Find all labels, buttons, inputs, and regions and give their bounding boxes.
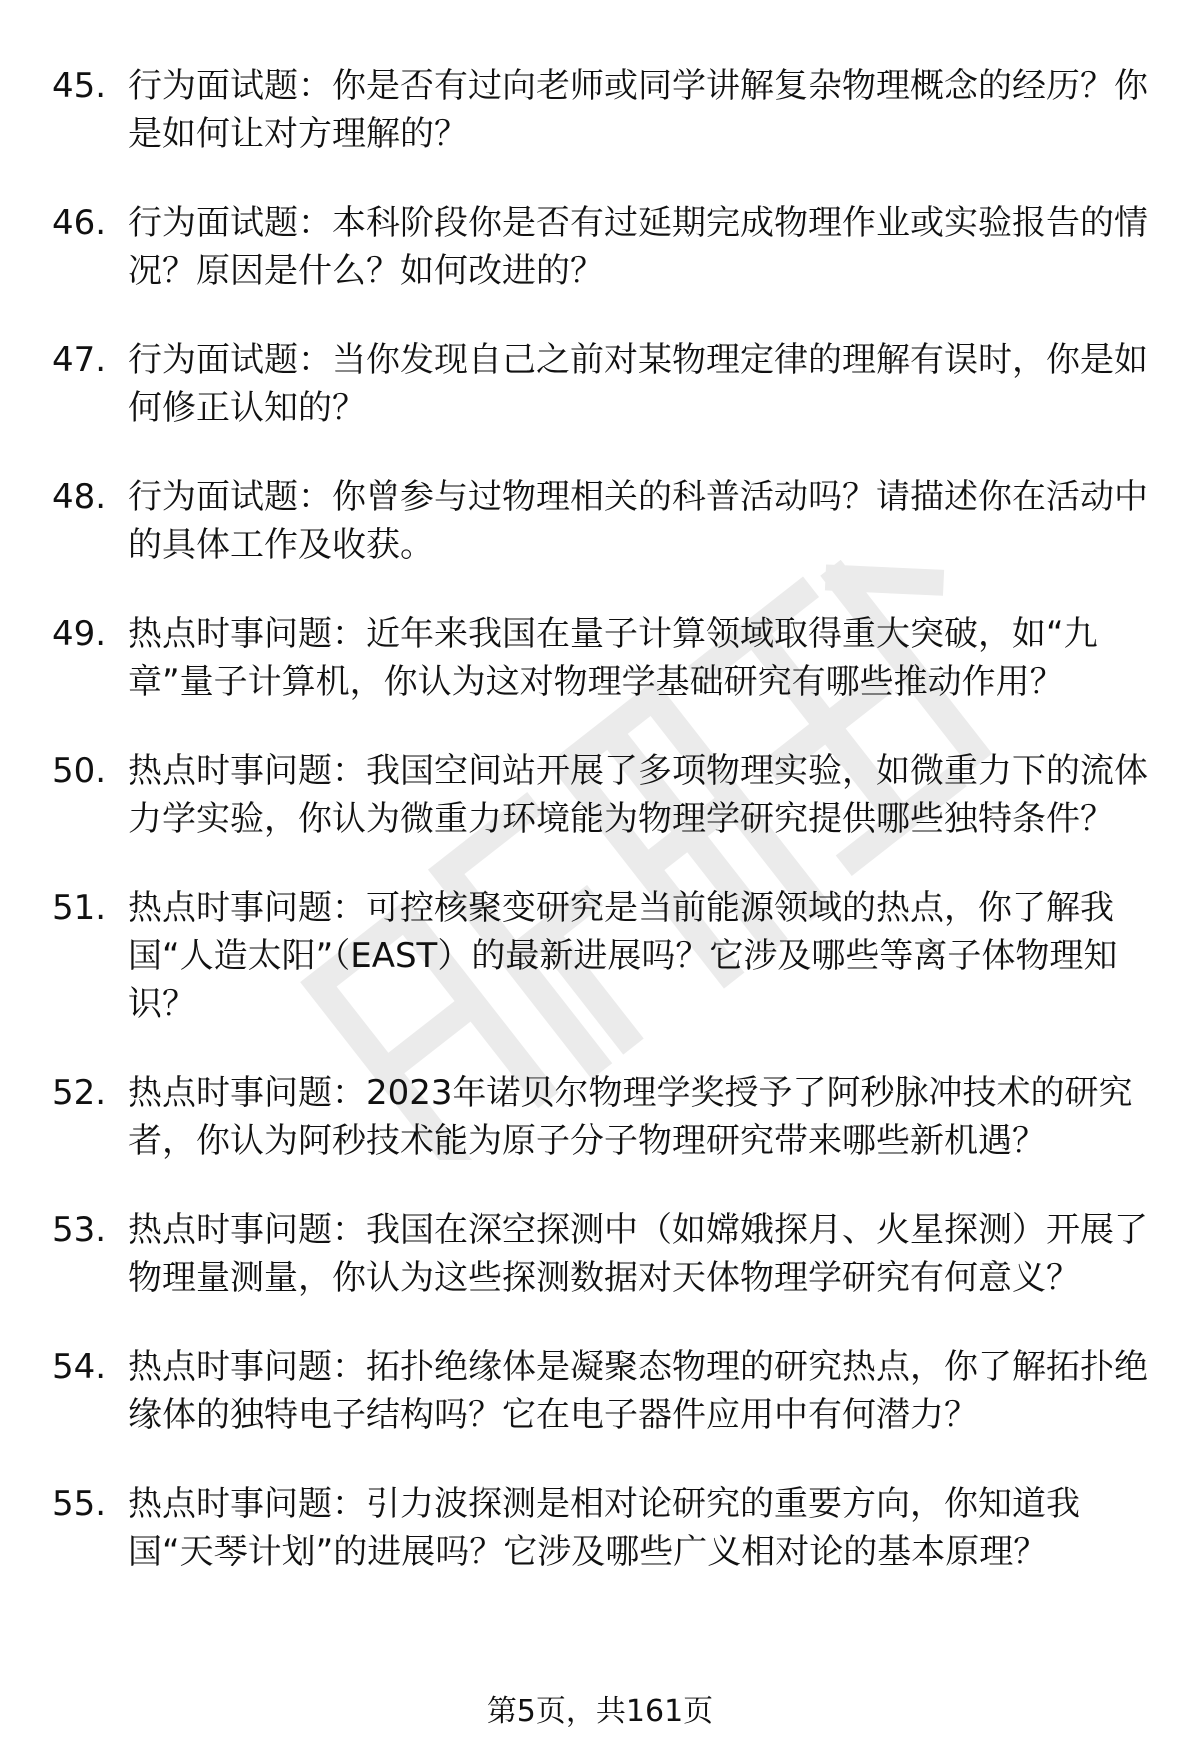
question-list <box>52 62 1162 1617</box>
question-text: 热点时事问题：引力波探测是相对论研究的重要方向，你知道我国“天琴计划”的进展吗？它涉及哪些广义相对论的基本原理？ <box>128 1484 1080 1572</box>
question-text: 行为面试题：本科阶段你是否有过延期完成物理作业或实验报告的情况？原因是什么？如何改进的？ <box>128 203 1148 291</box>
question-number: 48. <box>52 477 107 517</box>
question-text: 行为面试题：你曾参与过物理相关的科普活动吗？请描述你在活动中的具体工作及收获。 <box>128 477 1148 565</box>
question-text: 热点时事问题：2023年诺贝尔物理学奖授予了阿秒脉冲技术的研究者，你认为阿秒技术能为原子分子物理研究带来哪些新机遇？ <box>128 1073 1133 1161</box>
question-text: 行为面试题：你是否有过向老师或同学讲解复杂物理概念的经历？你是如何让对方理解的？ <box>128 66 1148 154</box>
question-number: 47. <box>52 340 107 380</box>
question-item <box>52 884 1162 1028</box>
question-number: 51. <box>52 888 107 928</box>
question-number: 49. <box>52 614 107 654</box>
question-item <box>52 1480 1162 1576</box>
question-text: 热点时事问题：我国在深空探测中（如嫦娥探月、火星探测）开展了物理量测量，你认为这些探测数据对天体物理学研究有何意义？ <box>128 1210 1148 1298</box>
question-item <box>52 199 1162 295</box>
question-text: 行为面试题：当你发现自己之前对某物理定律的理解有误时，你是如何修正认知的？ <box>128 340 1148 428</box>
question-number: 45. <box>52 66 107 106</box>
question-text: 热点时事问题：可控核聚变研究是当前能源领域的热点，你了解我国“人造太阳”（EAST）的最新进展吗？它涉及哪些等离子体物理知识？ <box>128 888 1118 1024</box>
question-number: 54. <box>52 1347 107 1387</box>
question-item <box>52 473 1162 569</box>
question-number: 52. <box>52 1073 107 1113</box>
question-item <box>52 62 1162 158</box>
question-number: 50. <box>52 751 107 791</box>
question-text: 热点时事问题：拓扑绝缘体是凝聚态物理的研究热点，你了解拓扑绝缘体的独特电子结构吗？它在电子器件应用中有何潜力？ <box>128 1347 1148 1435</box>
question-item <box>52 747 1162 843</box>
question-text: 热点时事问题：我国空间站开展了多项物理实验，如微重力下的流体力学实验，你认为微重力环境能为物理学研究提供哪些独特条件？ <box>128 751 1148 839</box>
page-footer: 第5页，共161页 <box>486 1694 714 1729</box>
question-item <box>52 1069 1162 1165</box>
question-number: 55. <box>52 1484 107 1524</box>
question-item <box>52 1343 1162 1439</box>
question-item <box>52 1206 1162 1302</box>
question-item <box>52 610 1162 706</box>
question-number: 53. <box>52 1210 107 1250</box>
question-text: 热点时事问题：近年来我国在量子计算领域取得重大突破，如“九章”量子计算机，你认为这对物理学基础研究有哪些推动作用？ <box>128 614 1098 702</box>
question-number: 46. <box>52 203 107 243</box>
question-item <box>52 336 1162 432</box>
